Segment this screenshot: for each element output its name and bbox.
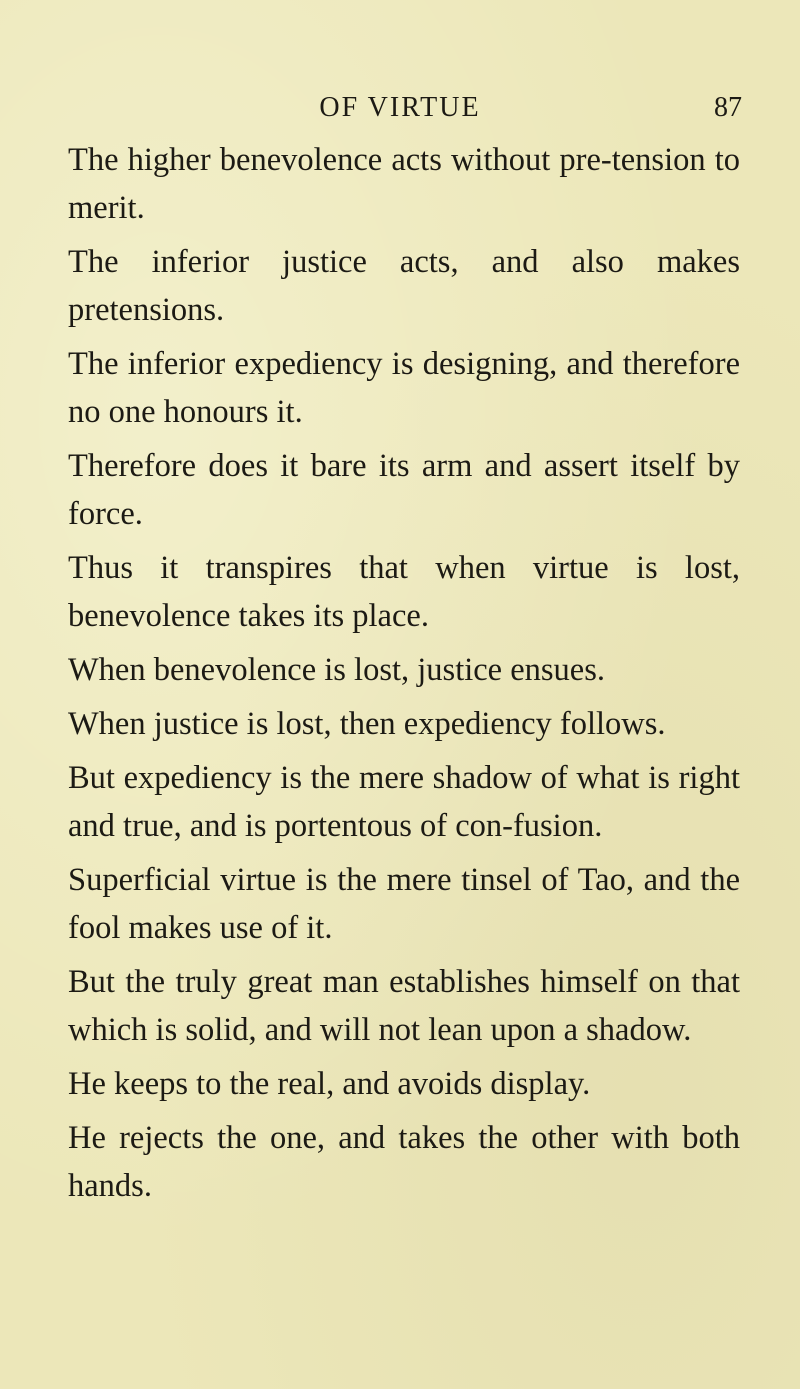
paragraph-11: He keeps to the real, and avoids display.	[68, 1066, 591, 1102]
paragraph-3: The inferior expediency is designing, and therefore no one honours it.	[68, 346, 740, 430]
paragraph-5: Thus it transpires that when virtue is lost, benevolence takes its place.	[68, 550, 740, 634]
page-number: 87	[714, 92, 742, 123]
paragraph-4: Therefore does it bare its arm and assert itself by force.	[68, 448, 740, 532]
paragraph-2: The inferior justice acts, and also makes pretensions.	[68, 244, 740, 328]
paragraph-7: When justice is lost, then expediency follows.	[68, 706, 666, 742]
chapter-title: OF VIRTUE	[319, 92, 481, 123]
body-text	[68, 136, 740, 1216]
paragraph-12: He rejects the one, and takes the other with both hands.	[68, 1120, 740, 1204]
paragraph-8: But expediency is the mere shadow of what is right and true, and is portentous of con-fusion.	[68, 760, 740, 844]
paragraph-9: Superficial virtue is the mere tinsel of Tao, and the fool makes use of it.	[68, 862, 740, 946]
paragraph-6: When benevolence is lost, justice ensues.	[68, 652, 605, 688]
paragraph-1: The higher benevolence acts without pre-tension to merit.	[68, 142, 740, 226]
running-header	[0, 90, 800, 126]
paragraph-10: But the truly great man establishes himself on that which is solid, and will not lean upon a shadow.	[68, 964, 740, 1048]
